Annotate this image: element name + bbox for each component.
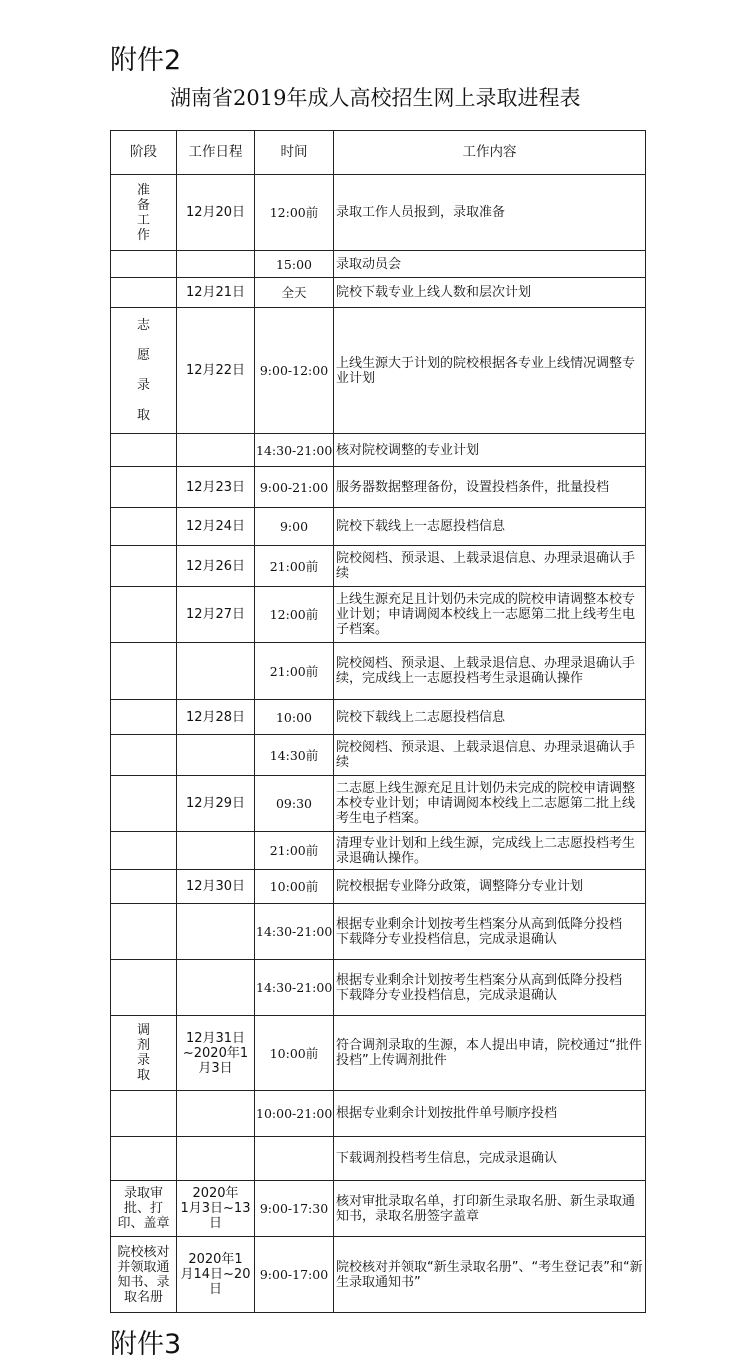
date-cell	[177, 643, 255, 700]
stage-cell	[111, 643, 177, 700]
content-cell: 根据专业剩余计划按考生档案分从高到低降分投档 下载降分专业投档信息，完成录退确认	[334, 904, 646, 960]
content-cell: 院校阅档、预录退、上载录退信息、办理录退确认手续	[334, 735, 646, 776]
time-cell: 10:00-21:00	[255, 1091, 334, 1137]
stage-cell: 准 备 工 作	[111, 175, 177, 251]
time-cell: 10:00	[255, 700, 334, 735]
stage-cell	[111, 467, 177, 508]
date-cell	[177, 251, 255, 278]
table-row	[111, 508, 646, 546]
content-cell: 根据专业剩余计划按批件单号顺序投档	[334, 1091, 646, 1137]
date-cell	[177, 735, 255, 776]
time-cell: 12:00前	[255, 587, 334, 643]
table-row	[111, 278, 646, 308]
time-cell: 9:00	[255, 508, 334, 546]
header-stage: 阶段	[111, 131, 177, 175]
date-cell: 12月24日	[177, 508, 255, 546]
admission-schedule-table	[110, 130, 646, 1313]
table-row	[111, 735, 646, 776]
stage-cell	[111, 278, 177, 308]
content-cell: 服务器数据整理备份，设置投档条件，批量投档	[334, 467, 646, 508]
date-cell	[177, 434, 255, 467]
table-row	[111, 870, 646, 904]
content-cell: 下载调剂投档考生信息，完成录退确认	[334, 1137, 646, 1181]
content-cell: 院校阅档、预录退、上载录退信息、办理录退确认手续	[334, 546, 646, 587]
stage-cell	[111, 776, 177, 832]
date-cell	[177, 1137, 255, 1181]
date-cell: 12月22日	[177, 308, 255, 434]
stage-cell: 志 愿 录 取	[111, 308, 177, 434]
time-cell: 9:00-17:30	[255, 1181, 334, 1237]
stage-cell	[111, 587, 177, 643]
time-cell: 21:00前	[255, 643, 334, 700]
table-row	[111, 546, 646, 587]
time-cell: 9:00-17:00	[255, 1237, 334, 1313]
content-cell: 录取动员会	[334, 251, 646, 278]
time-cell: 14:30-21:00	[255, 434, 334, 467]
next-attachment-label: 附件3	[110, 1329, 182, 1360]
stage-cell	[111, 700, 177, 735]
content-cell: 核对审批录取名单，打印新生录取名册、新生录取通知书，录取名册签字盖章	[334, 1181, 646, 1237]
table-row	[111, 832, 646, 870]
stage-cell	[111, 1137, 177, 1181]
content-cell: 根据专业剩余计划按考生档案分从高到低降分投档 下载降分专业投档信息，完成录退确认	[334, 960, 646, 1016]
date-cell: 12月31日 ~2020年1 月3日	[177, 1016, 255, 1091]
table-row	[111, 1016, 646, 1091]
time-cell: 9:00-21:00	[255, 467, 334, 508]
time-cell: 全天	[255, 278, 334, 308]
header-date: 工作日程	[177, 131, 255, 175]
content-cell: 院校根据专业降分政策，调整降分专业计划	[334, 870, 646, 904]
table-row	[111, 434, 646, 467]
table-row	[111, 1237, 646, 1313]
content-cell: 院校阅档、预录退、上载录退信息、办理录退确认手续，完成线上一志愿投档考生录退确认操作	[334, 643, 646, 700]
content-cell: 上线生源大于计划的院校根据各专业上线情况调整专业计划	[334, 308, 646, 434]
date-cell: 2020年 1月3日~13 日	[177, 1181, 255, 1237]
table-row	[111, 1091, 646, 1137]
table-header-row	[111, 131, 646, 175]
table-row	[111, 960, 646, 1016]
date-cell	[177, 832, 255, 870]
date-cell: 12月20日	[177, 175, 255, 251]
stage-cell	[111, 546, 177, 587]
stage-cell	[111, 735, 177, 776]
date-cell	[177, 904, 255, 960]
time-cell: 09:30	[255, 776, 334, 832]
content-cell: 上线生源充足且计划仍未完成的院校申请调整本校专业计划；申请调阅本校线上一志愿第二批上线考生电子档案。	[334, 587, 646, 643]
table-row	[111, 467, 646, 508]
date-cell: 12月30日	[177, 870, 255, 904]
time-cell: 9:00-12:00	[255, 308, 334, 434]
date-cell: 12月29日	[177, 776, 255, 832]
attachment-label: 附件2	[110, 45, 182, 76]
stage-cell	[111, 832, 177, 870]
content-cell: 院校下载线上一志愿投档信息	[334, 508, 646, 546]
stage-cell	[111, 251, 177, 278]
content-cell: 院校下载专业上线人数和层次计划	[334, 278, 646, 308]
stage-cell	[111, 904, 177, 960]
date-cell: 12月26日	[177, 546, 255, 587]
table-row	[111, 776, 646, 832]
time-cell: 10:00前	[255, 1016, 334, 1091]
time-cell: 21:00前	[255, 546, 334, 587]
date-cell: 12月28日	[177, 700, 255, 735]
date-cell	[177, 960, 255, 1016]
table-row	[111, 175, 646, 251]
table-row	[111, 587, 646, 643]
time-cell: 14:30-21:00	[255, 904, 334, 960]
table-row	[111, 904, 646, 960]
date-cell: 12月27日	[177, 587, 255, 643]
time-cell: 14:30-21:00	[255, 960, 334, 1016]
table-row	[111, 700, 646, 735]
stage-cell	[111, 960, 177, 1016]
stage-cell	[111, 1091, 177, 1137]
content-cell: 院校下载线上二志愿投档信息	[334, 700, 646, 735]
table-row	[111, 251, 646, 278]
header-content: 工作内容	[334, 131, 646, 175]
header-time: 时间	[255, 131, 334, 175]
stage-cell: 院校核对 并领取通 知书、录 取名册	[111, 1237, 177, 1313]
time-cell: 12:00前	[255, 175, 334, 251]
table-row	[111, 643, 646, 700]
content-cell: 核对院校调整的专业计划	[334, 434, 646, 467]
stage-cell	[111, 870, 177, 904]
content-cell: 二志愿上线生源充足且计划仍未完成的院校申请调整本校专业计划；申请调阅本校线上二志愿第二批上线考生电子档案。	[334, 776, 646, 832]
document-title: 湖南省2019年成人高校招生网上录取进程表	[170, 86, 581, 110]
date-cell: 12月23日	[177, 467, 255, 508]
table-row	[111, 1181, 646, 1237]
content-cell: 清理专业计划和上线生源，完成线上二志愿投档考生录退确认操作。	[334, 832, 646, 870]
table-row	[111, 308, 646, 434]
time-cell	[255, 1137, 334, 1181]
date-cell: 12月21日	[177, 278, 255, 308]
table-row	[111, 1137, 646, 1181]
stage-cell: 录取审 批、打 印、盖章	[111, 1181, 177, 1237]
time-cell: 14:30前	[255, 735, 334, 776]
time-cell: 10:00前	[255, 870, 334, 904]
content-cell: 院校核对并领取“新生录取名册”、“考生登记表”和“新生录取通知书”	[334, 1237, 646, 1313]
stage-cell	[111, 508, 177, 546]
stage-cell: 调 剂 录 取	[111, 1016, 177, 1091]
date-cell: 2020年1 月14日~20 日	[177, 1237, 255, 1313]
content-cell: 符合调剂录取的生源，本人提出申请，院校通过“批件投档”上传调剂批件	[334, 1016, 646, 1091]
stage-cell	[111, 434, 177, 467]
date-cell	[177, 1091, 255, 1137]
content-cell: 录取工作人员报到，录取准备	[334, 175, 646, 251]
time-cell: 15:00	[255, 251, 334, 278]
time-cell: 21:00前	[255, 832, 334, 870]
